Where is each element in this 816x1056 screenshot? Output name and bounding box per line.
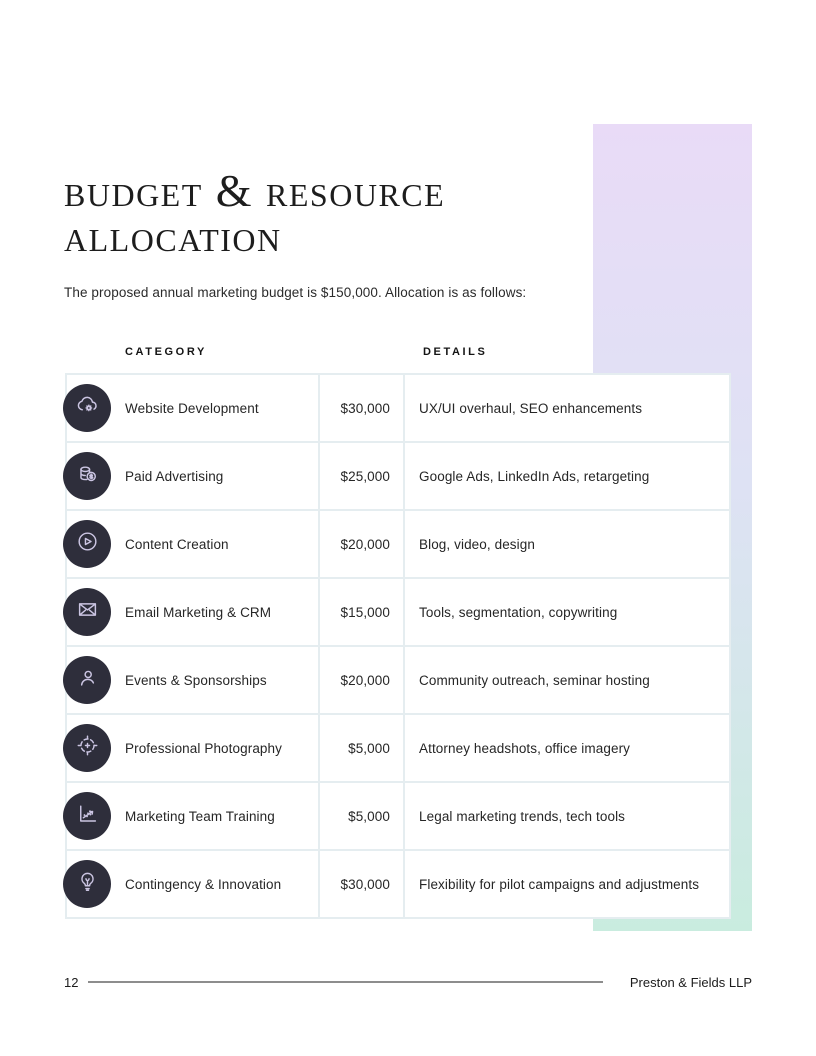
footer-divider-line <box>88 981 603 983</box>
person-icon <box>74 664 101 696</box>
details-cell: Legal marketing trends, tech tools <box>405 783 729 849</box>
page-title-line1: budget & resource <box>64 165 446 216</box>
table-row <box>67 443 729 509</box>
details-cell: Tools, segmentation, copywriting <box>405 579 729 645</box>
table-row <box>67 851 729 917</box>
details-cell: Community outreach, seminar hosting <box>405 647 729 713</box>
category-cell: Website Development <box>125 400 259 416</box>
column-header-details: DETAILS <box>423 346 488 358</box>
lightbulb-icon <box>74 868 101 900</box>
details-cell: Attorney headshots, office imagery <box>405 715 729 781</box>
amount-cell: $25,000 <box>320 443 403 509</box>
footer-company-name: Preston & Fields LLP <box>629 975 752 990</box>
amount-cell: $30,000 <box>320 375 403 441</box>
envelope-icon <box>74 596 101 628</box>
camera-focus-icon <box>74 732 101 764</box>
category-cell: Contingency & Innovation <box>125 876 282 892</box>
table-row <box>67 647 729 713</box>
details-cell: UX/UI overhaul, SEO enhancements <box>405 375 729 441</box>
play-icon <box>74 528 101 560</box>
category-cell: Content Creation <box>125 536 229 552</box>
page-number: 12 <box>64 975 79 990</box>
amount-cell: $5,000 <box>320 715 403 781</box>
details-cell: Google Ads, LinkedIn Ads, retargeting <box>405 443 729 509</box>
column-header-category: CATEGORY <box>125 346 207 358</box>
table-row <box>67 511 729 577</box>
amount-cell: $20,000 <box>320 647 403 713</box>
amount-cell: $15,000 <box>320 579 403 645</box>
amount-cell: $20,000 <box>320 511 403 577</box>
table-row <box>67 715 729 781</box>
details-cell: Flexibility for pilot campaigns and adjustments <box>405 851 729 917</box>
cloud-gear-icon <box>74 392 101 424</box>
category-cell: Events & Sponsorships <box>125 672 267 688</box>
details-cell: Blog, video, design <box>405 511 729 577</box>
coins-icon <box>74 460 101 492</box>
intro-paragraph: The proposed annual marketing budget is $150,000. Allocation is as follows: <box>64 285 527 300</box>
page-title <box>64 165 584 261</box>
table-row <box>67 375 729 441</box>
scatter-chart-icon <box>74 800 101 832</box>
category-cell: Marketing Team Training <box>125 808 275 824</box>
amount-cell: $30,000 <box>320 851 403 917</box>
page-title-line2: allocation <box>64 210 282 261</box>
table-row <box>67 579 729 645</box>
amount-cell: $5,000 <box>320 783 403 849</box>
budget-table <box>65 373 731 919</box>
category-cell: Professional Photography <box>125 740 282 756</box>
category-cell: Paid Advertising <box>125 468 224 484</box>
category-cell: Email Marketing & CRM <box>125 604 272 620</box>
table-row <box>67 783 729 849</box>
